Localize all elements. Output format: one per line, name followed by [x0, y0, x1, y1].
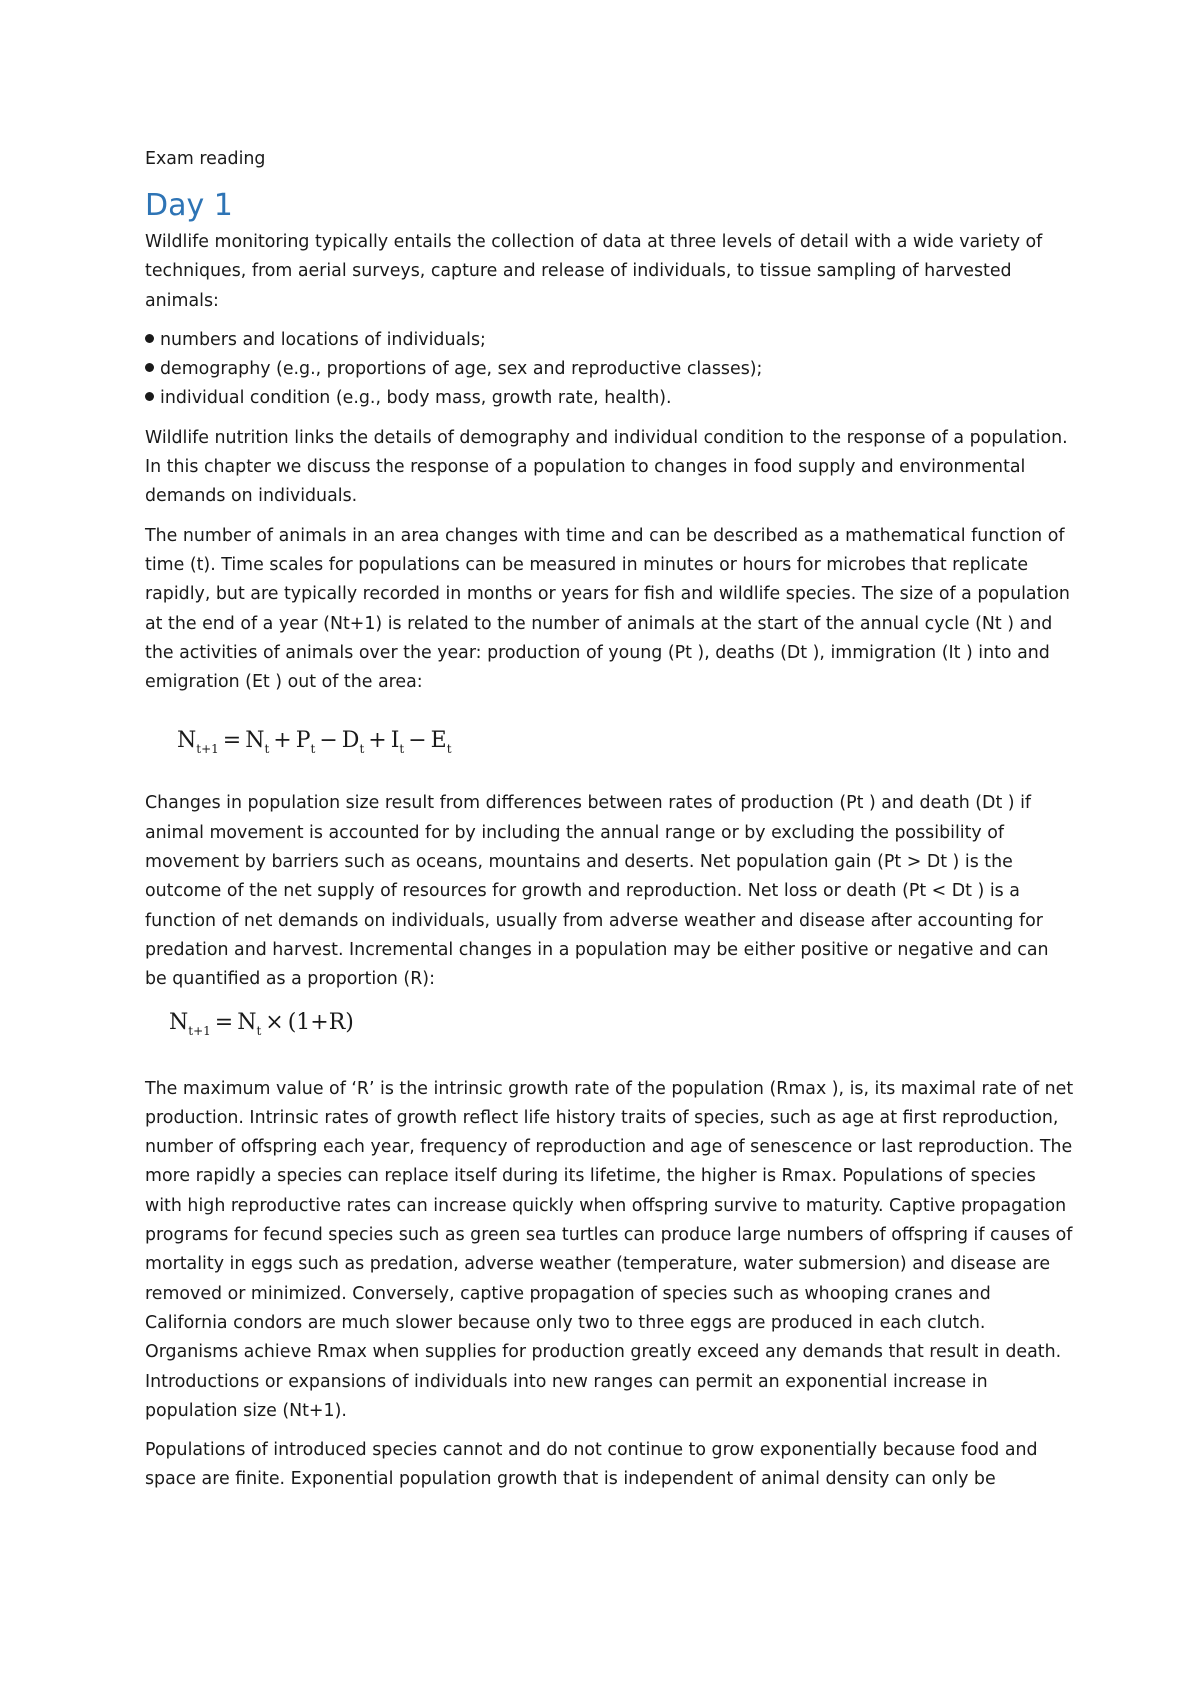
section-heading: Day 1: [145, 188, 233, 223]
population-equation: [177, 723, 1075, 759]
formula-subscript: t: [399, 742, 405, 757]
formula-term: N: [245, 728, 265, 754]
bullet-text: individual condition (e.g., body mass, growth rate, health).: [160, 388, 672, 409]
paragraph-introduced-species: Populations of introduced species cannot and do not continue to grow exponentially because food and space are finite. Exponential population growth that is independent of animal density can only be: [145, 1440, 1038, 1490]
formula-term: P: [295, 728, 311, 754]
formula-term: E: [430, 728, 447, 754]
bullet-item: [145, 384, 1075, 413]
bullet-list: [145, 326, 1075, 414]
formula-subscript: t+1: [188, 1023, 211, 1038]
formula-subscript: t: [359, 742, 365, 757]
formula-term: I: [390, 728, 400, 754]
formula-operator: +: [273, 728, 292, 754]
bullet-item: [145, 326, 1075, 355]
formula-operator: −: [408, 728, 427, 754]
bullet-dot-icon: [145, 334, 154, 343]
document-label: Exam reading: [145, 149, 266, 169]
formula-operator: +: [368, 728, 387, 754]
bullet-dot-icon: [145, 392, 154, 401]
formula-subscript: t+1: [196, 742, 219, 757]
document-body: [145, 140, 1075, 1505]
growth-equation: [169, 1005, 1075, 1041]
formula-term: (1+R): [287, 1009, 354, 1035]
paragraph-rates: Changes in population size result from differences between rates of production (Pt ) and death (Dt ) if animal movement is accounted for by including the annual range or by excluding the possibility of movement by barriers such as oceans, mountains and deserts. Net population gain (Pt > Dt ) is the outcome of the net supply of resources for growth and reproduction. Net loss or death (Pt < Dt ) is a function of net demands on individuals, usually from adverse weather and disease after accounting for predation and harvest. Incremental changes in a population may be either positive or negative and can be quantified as a proportion (R):: [145, 793, 1049, 990]
paragraph-rmax: The maximum value of ‘R’ is the intrinsic growth rate of the population (Rmax ), is, its maximal rate of net production. Intrinsic rates of growth reflect life history traits of species, such as age at first reproduction, number of offspring each year, frequency of reproduction and age of senescence or last reproduction. The more rapidly a species can replace itself during its lifetime, the higher is Rmax. Populations of species with high reproductive rates can increase quickly when offspring survive to maturity. Captive propagation programs for fecund species such as green sea turtles can produce large numbers of offspring if causes of mortality in eggs such as predation, adverse weather (temperature, water submersion) and disease are removed or minimized. Conversely, captive propagation of species such as whooping cranes and California condors are much slower because only two to three eggs are produced in each clutch. Organisms achieve Rmax when supplies for production greatly exceed any demands that result in death. Introductions or expansions of individuals into new ranges can permit an exponential increase in population size (Nt+1).: [145, 1078, 1074, 1421]
formula-term: N: [177, 728, 197, 754]
bullet-dot-icon: [145, 363, 154, 372]
formula-subscript: t: [310, 742, 316, 757]
formula-operator: =: [214, 1009, 234, 1035]
formula-subscript: t: [446, 742, 452, 757]
paragraph-monitoring: Wildlife monitoring typically entails the collection of data at three levels of detail with a wide variety of techniques, from aerial surveys, capture and release of individuals, to tissue sampling of harvested animals:: [145, 232, 1043, 311]
formula-operator: −: [319, 728, 338, 754]
bullet-text: demography (e.g., proportions of age, sex and reproductive classes);: [160, 359, 763, 380]
formula-operator: ×: [265, 1009, 284, 1035]
bullet-text: numbers and locations of individuals;: [160, 329, 486, 350]
formula-operator: =: [222, 728, 242, 754]
bullet-item: [145, 355, 1075, 384]
paragraph-nutrition: Wildlife nutrition links the details of demography and individual condition to the response of a population. In this chapter we discuss the response of a population to changes in food supply and environmental demands on individuals.: [145, 427, 1068, 507]
formula-term: N: [169, 1009, 189, 1035]
formula-subscript: t: [264, 742, 270, 757]
formula-term: N: [237, 1009, 257, 1035]
paragraph-population-change: The number of animals in an area changes with time and can be described as a mathematical function of time (t). Time scales for populations can be measured in minutes or hours for microbes that replicate rapidly, but are typically recorded in months or years for fish and wildlife species. The size of a population at the end of a year (Nt+1) is related to the number of animals at the start of the annual cycle (Nt ) and the activities of animals over the year: production of young (Pt ), deaths (Dt ), immigration (It ) into and emigration (Et ) out of the area:: [145, 525, 1070, 693]
formula-term: D: [341, 728, 360, 754]
formula-subscript: t: [256, 1023, 262, 1038]
